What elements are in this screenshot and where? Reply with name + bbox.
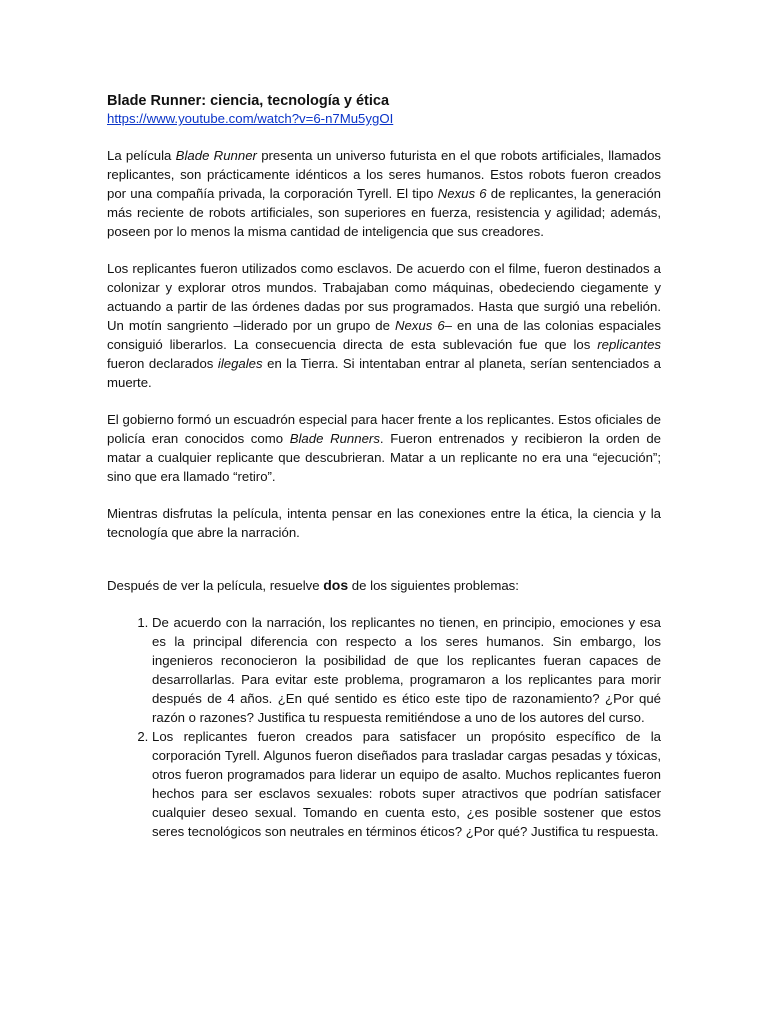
intro-text-a: Después de ver la película, resuelve	[107, 578, 324, 593]
nexus-term: Nexus 6	[437, 186, 487, 201]
p1-text-c: de replicantes, la generación más reciente de robots artificiales, son superiores en fuerza, resistencia y agilidad; además, poseen por lo menos la misma cantidad de inteligencia que sus creadores.	[107, 186, 661, 239]
p2-text-b: – en una de las colonias espaciales consiguió liberarlos. La consecuencia directa de esta sublevación fue que los	[107, 318, 661, 352]
paragraph-2	[107, 259, 661, 392]
instructions	[107, 576, 661, 595]
p3-text-b: . Fueron entrenados y recibieron la orden de matar a cualquier replicante que descubrieran. Matar a un replicante no era una “ejecución”; sino que era llamado “retiro”.	[107, 431, 661, 484]
paragraph-3	[107, 410, 661, 486]
blade-runners-term: Blade Runners	[289, 431, 380, 446]
problem-item-1: 1. De acuerdo con la narración, los replicantes no tienen, en principio, emociones y esa es la principal diferencia con respecto a los seres humanos. Sin embargo, los ingenieros reconocieron la posibilidad de que los replicantes fueran capaces de desarrollarlas. Para evitar este problema, programaron a los replicantes para morir después de 4 años. ¿En qué sentido es ético este tipo de razonamiento? ¿Por qué razón o razones? Justifica tu respuesta remitiéndose a uno de los autores del curso.	[152, 613, 661, 727]
ilegales-term: ilegales	[217, 356, 263, 371]
problem-list	[107, 613, 661, 841]
p2-text-a: Los replicantes fueron utilizados como esclavos. De acuerdo con el filme, fueron destinados a colonizar y explorar otros mundos. Trabajaban como máquinas, obedeciendo ciegamente y actuando a partir de las órdenes dadas por sus programados. Hasta que surgió una rebelión. Un motín sangriento –liderado por un grupo de	[107, 261, 661, 333]
p2-text-c: fueron declarados	[107, 356, 218, 371]
dos-emphasis: dos	[323, 577, 349, 593]
p1-text-b: presenta un universo futurista en el que robots artificiales, llamados replicantes, son prácticamente idénticos a los seres humanos. Estos robots fueron creados por una compañía privada, la corporación Tyrell. El tipo	[107, 148, 661, 201]
p1-text-a: La película	[107, 148, 176, 163]
problem-item-2: 2. Los replicantes fueron creados para satisfacer un propósito específico de la corporación Tyrell. Algunos fueron diseñados para trasladar cargas pesadas y tóxicas, otros fueron programados para liderar un equipo de asalto. Muchos replicantes fueron hechos para ser esclavos sexuales: robots super atractivos que podrían satisfacer cualquier deseo sexual. Tomando en cuenta esto, ¿es posible sostener que estos seres tecnológicos son neutrales en términos éticos? ¿Por qué? Justifica tu respuesta.	[152, 727, 661, 841]
nexus-term: Nexus 6	[394, 318, 445, 333]
replicantes-term: replicantes	[597, 337, 661, 352]
film-title: Blade Runner	[175, 148, 257, 163]
intro-text-b: de los siguientes problemas:	[348, 578, 519, 593]
document-title: Blade Runner: ciencia, tecnología y ética	[107, 93, 390, 109]
paragraph-1	[107, 146, 661, 241]
p2-text-d: en la Tierra. Si intentaban entrar al planeta, serían sentenciados a muerte.	[107, 356, 661, 390]
video-link[interactable]: https://www.youtube.com/watch?v=6-n7Mu5ygOI	[107, 111, 394, 126]
paragraph-4: Mientras disfrutas la película, intenta pensar en las conexiones entre la ética, la ciencia y la tecnología que abre la narración.	[107, 506, 661, 540]
p3-text-a: El gobierno formó un escuadrón especial para hacer frente a los replicantes. Estos oficiales de policía eran conocidos como	[107, 412, 661, 446]
